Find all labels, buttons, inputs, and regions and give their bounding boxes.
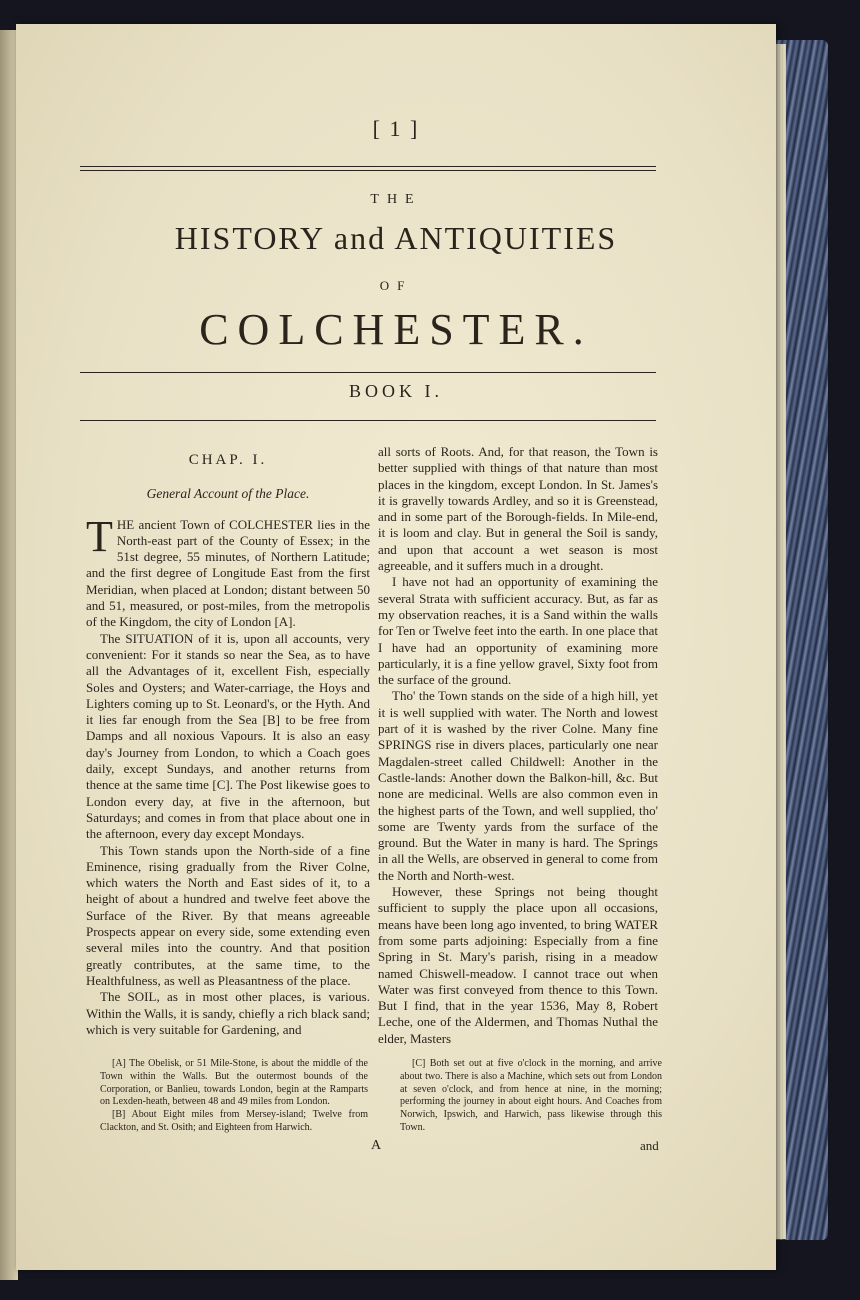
header-rule-top [80,166,656,167]
paragraph: I have not had an opportunity of examining the several Strata with sufficient accuracy. But, as far as my observation reaches, it is a Sand within the walls for Ten or Twelve feet into the earth. In one place that I have had an opportunity of examining more particularly, it is a fine yellow gravel, Sixty foot from the surface of the ground. [378,574,658,688]
drop-cap: T [86,511,113,561]
paragraph: This Town stands upon the North-side of a fine Eminence, rising gradually from the River Colne, which waters the North and East sides of it, to a height of about a hundred and twelve feet above the Surface of the River. By that means agreeable Prospects appear on every side, some extending even several miles into the country. And that position greatly contributes, at the same time, to the Healthfulness, as well as Pleasantness of the place. [86,842,370,988]
footnote-b: [B] About Eight miles from Mersey-island; Twelve from Clackton, and St. Osith; and Eighteen from Harwich. [100,1109,368,1133]
footnote-a: [A] The Obelisk, or 51 Mile-Stone, is about the middle of the Town within the Walls. But the outermost bounds of the Corporation, or Banlieu, towards London, begin at the Ramparts on Lexden-heath, between 48 and 49 miles from London. [100,1058,368,1108]
book-page [16,24,776,1270]
title-the: THE [370,192,422,207]
chapter-heading: CHAP. I. [188,452,268,468]
footnotes-left [100,1058,368,1135]
chapter-subheading: General Account of the Place. [146,486,310,502]
catchword: and [640,1138,659,1153]
footnote-c: [C] Both set out at five o'clock in the morning, and arrive about two. There is also a Machine, which sets out from London at seven o'clock, and from hence at nine, in the morning; performing the journey in about eight hours. And Coaches from Norwich, Ipswich, and Harwich, pass likewise through this Town. [400,1058,662,1133]
signature-mark: A [371,1138,382,1153]
paragraph: all sorts of Roots. And, for that reason, the Town is better supplied with things of that nature than most places in the kingdom, except London. In St. James's it is gravelly towards Ardley, and so it is Greenstead, and in some part of the Borough-fields. In Mile-end, it is loom and clay. But in general the Soil is sandy, and upon that account a wet season is most agreeable, and it suffers much in a drought. [378,444,658,574]
book-rule-top [80,372,656,373]
right-column [378,444,658,1047]
book-rule-bottom [80,420,656,421]
paragraph: Tho' the Town stands on the side of a high hill, yet it is well supplied with water. The North and lowest part of it is washed by the river Colne. Many fine SPRINGS rise in divers places, particularly one near Magdalen-street called Childwell: Another in the Castle-lands: Another down the Balkon-hill, &c. But none are medicinal. Wells are also common even in the highest parts of the Town, and well supplied, tho' some are Twenty yards from the surface of the ground. But the Water in many is hard. The Springs in all the Wells, are observed in general to come from the North and North-west. [378,688,658,883]
page-title: HISTORY and ANTIQUITIES [174,220,618,256]
footnotes-right [400,1058,662,1135]
header-rule-bottom [80,170,656,171]
paragraph: However, these Springs not being thought sufficient to supply the place upon all occasions, means have been long ago invented, to bring WATER from some parts adjoining: Especially from a fine Spring in St. Mary's parish, rising in a meadow named Chiswell-meadow. I cannot trace out when Water was first conveyed from thence to this Town. But I find, that in the year 1536, May 8, Robert Leche, one of the Aldermen, and Thomas Nuthal the elder, Masters [378,884,658,1046]
page-number: [ 1 ] [372,116,420,141]
paragraph: The SITUATION of it is, upon all accounts, very convenient: For it stands so near the Sea, as to have all the Advantages of it, excellent Fish, especially Soles and Oysters; and Water-carriage, the Hoys and Lighters coming up to St. Leonard's, or the Hyth. And it lies far enough from the Sea [B] to be free from Damps and all noxious Vapours. It is also an easy day's Journey from London, to which a Coach goes daily, except Sundays, and another returns from thence at the same time [C]. The Post likewise goes to London every day, at five in the afternoon, but Saturdays; and comes in from that place about one in the afternoon, every day except Mondays. [86,630,370,842]
left-column [86,444,370,1038]
title-place: COLCHESTER. [199,305,593,354]
title-of: OF [379,278,413,293]
book-heading: BOOK I. [349,381,443,401]
paragraph: The SOIL, as in most other places, is various. Within the Walls, it is sandy, chiefly a rich black sand; which is very suitable for Gardening, and [86,989,370,1037]
paragraph: THE ancient Town of COLCHESTER lies in the North-east part of the County of Essex; in the 51st degree, 55 minutes, of Northern Latitude; and the first degree of Longitude East from the first Meridian, when placed at London; distant between 50 and 51, measured, or post-miles, from the metropolis of the Kingdom, the city of London [A]. [86,511,370,630]
